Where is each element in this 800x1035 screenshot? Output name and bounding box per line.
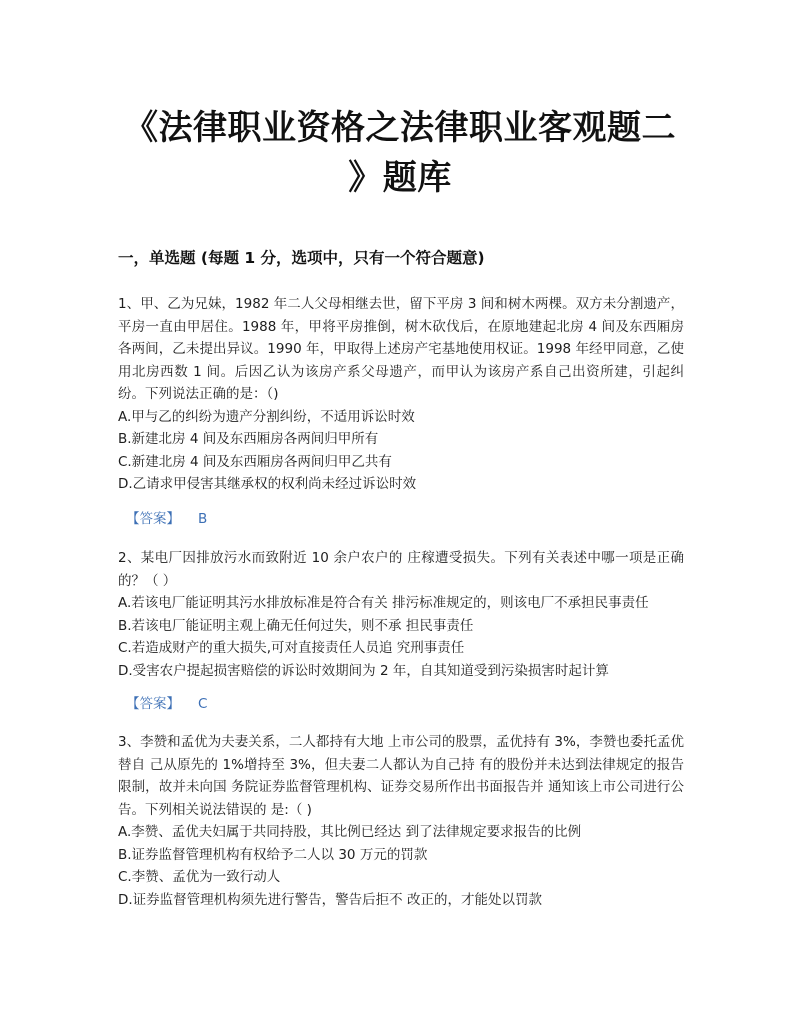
question-stem: 3、李赞和孟优为夫妻关系，二人都持有大地 上市公司的股票，孟优持有 3%，李赞也委托孟优替自 己从原先的 1%增持至 3%，但夫妻二人都认为自己持 有的股份并未达到法律规定的报告限制，故并未向国 务院证券监督管理机构、证券交易所作出书面报告并 通知该上市公司进行公告。下列相关说法错误的 是:（ )	[118, 734, 684, 818]
answer-label: 【答案】	[126, 511, 180, 527]
question-3	[118, 731, 684, 911]
answer-value: C	[198, 696, 208, 712]
question-2	[118, 547, 684, 682]
question-stem: 2、某电厂因排放污水而致附近 10 余户农户的 庄稼遭受损失。下列有关表述中哪一项是正确 的？（ ）	[118, 550, 684, 589]
title-line-1: 《法律职业资格之法律职业客观题二	[124, 108, 676, 148]
option-c: C.若造成财产的重大损失,可对直接责任人员追 究刑事责任	[118, 640, 465, 656]
option-b: B.新建北房 4 间及东西厢房各两间归甲所有	[118, 431, 379, 447]
document-title	[110, 103, 690, 203]
option-a: A.李赞、孟优夫妇属于共同持股，其比例已经达 到了法律规定要求报告的比例	[118, 824, 582, 840]
option-c: C.新建北房 4 间及东西厢房各两间归甲乙共有	[118, 453, 392, 470]
answer-1	[126, 508, 207, 530]
option-b: B.若该电厂能证明主观上确无任何过失，则不承 担民事责任	[118, 617, 474, 634]
option-b: B.证券监督管理机构有权给予二人以 30 万元的罚款	[118, 846, 428, 863]
answer-label: 【答案】	[126, 696, 180, 712]
option-d: D.受害农户提起损害赔偿的诉讼时效期间为 2 年，自其知道受到污染损害时起计算	[118, 662, 609, 679]
section-heading: 一，单选题 (每题 1 分，选项中，只有一个符合题意)	[118, 249, 485, 267]
option-d: D.乙请求甲侵害其继承权的权利尚未经过诉讼时效	[118, 476, 417, 492]
question-stem: 1、甲、乙为兄妹，1982 年二人父母相继去世，留下平房 3 间和树木两棵。双方未分割遗产，平房一直由甲居住。1988 年，甲将平房推倒，树木砍伐后，在原地建起北房 4 间及东西厢房各两间，乙未提出异议。1990 年，甲取得上述房产宅基地使用权证。1998 年经甲同意，乙使用北房西数 1 间。后因乙认为该房产系父母遗产，而甲认为该房产系自己出资所建，引起纠纷。下列说法正确的是：（)	[118, 296, 684, 402]
title-line-2: 》题库	[348, 158, 452, 198]
option-a: A.甲与乙的纠纷为遗产分割纠纷，不适用诉讼时效	[118, 408, 415, 425]
answer-value: B	[198, 511, 208, 527]
option-c: C.李赞、孟优为一致行动人	[118, 869, 281, 885]
answer-2	[126, 693, 207, 715]
question-1	[118, 293, 684, 496]
option-a: A.若该电厂能证明其污水排放标准是符合有关 排污标准规定的，则该电厂不承担民事责任	[118, 595, 649, 611]
option-d: D.证券监督管理机构须先进行警告，警告后拒不 改正的，才能处以罚款	[118, 891, 542, 908]
